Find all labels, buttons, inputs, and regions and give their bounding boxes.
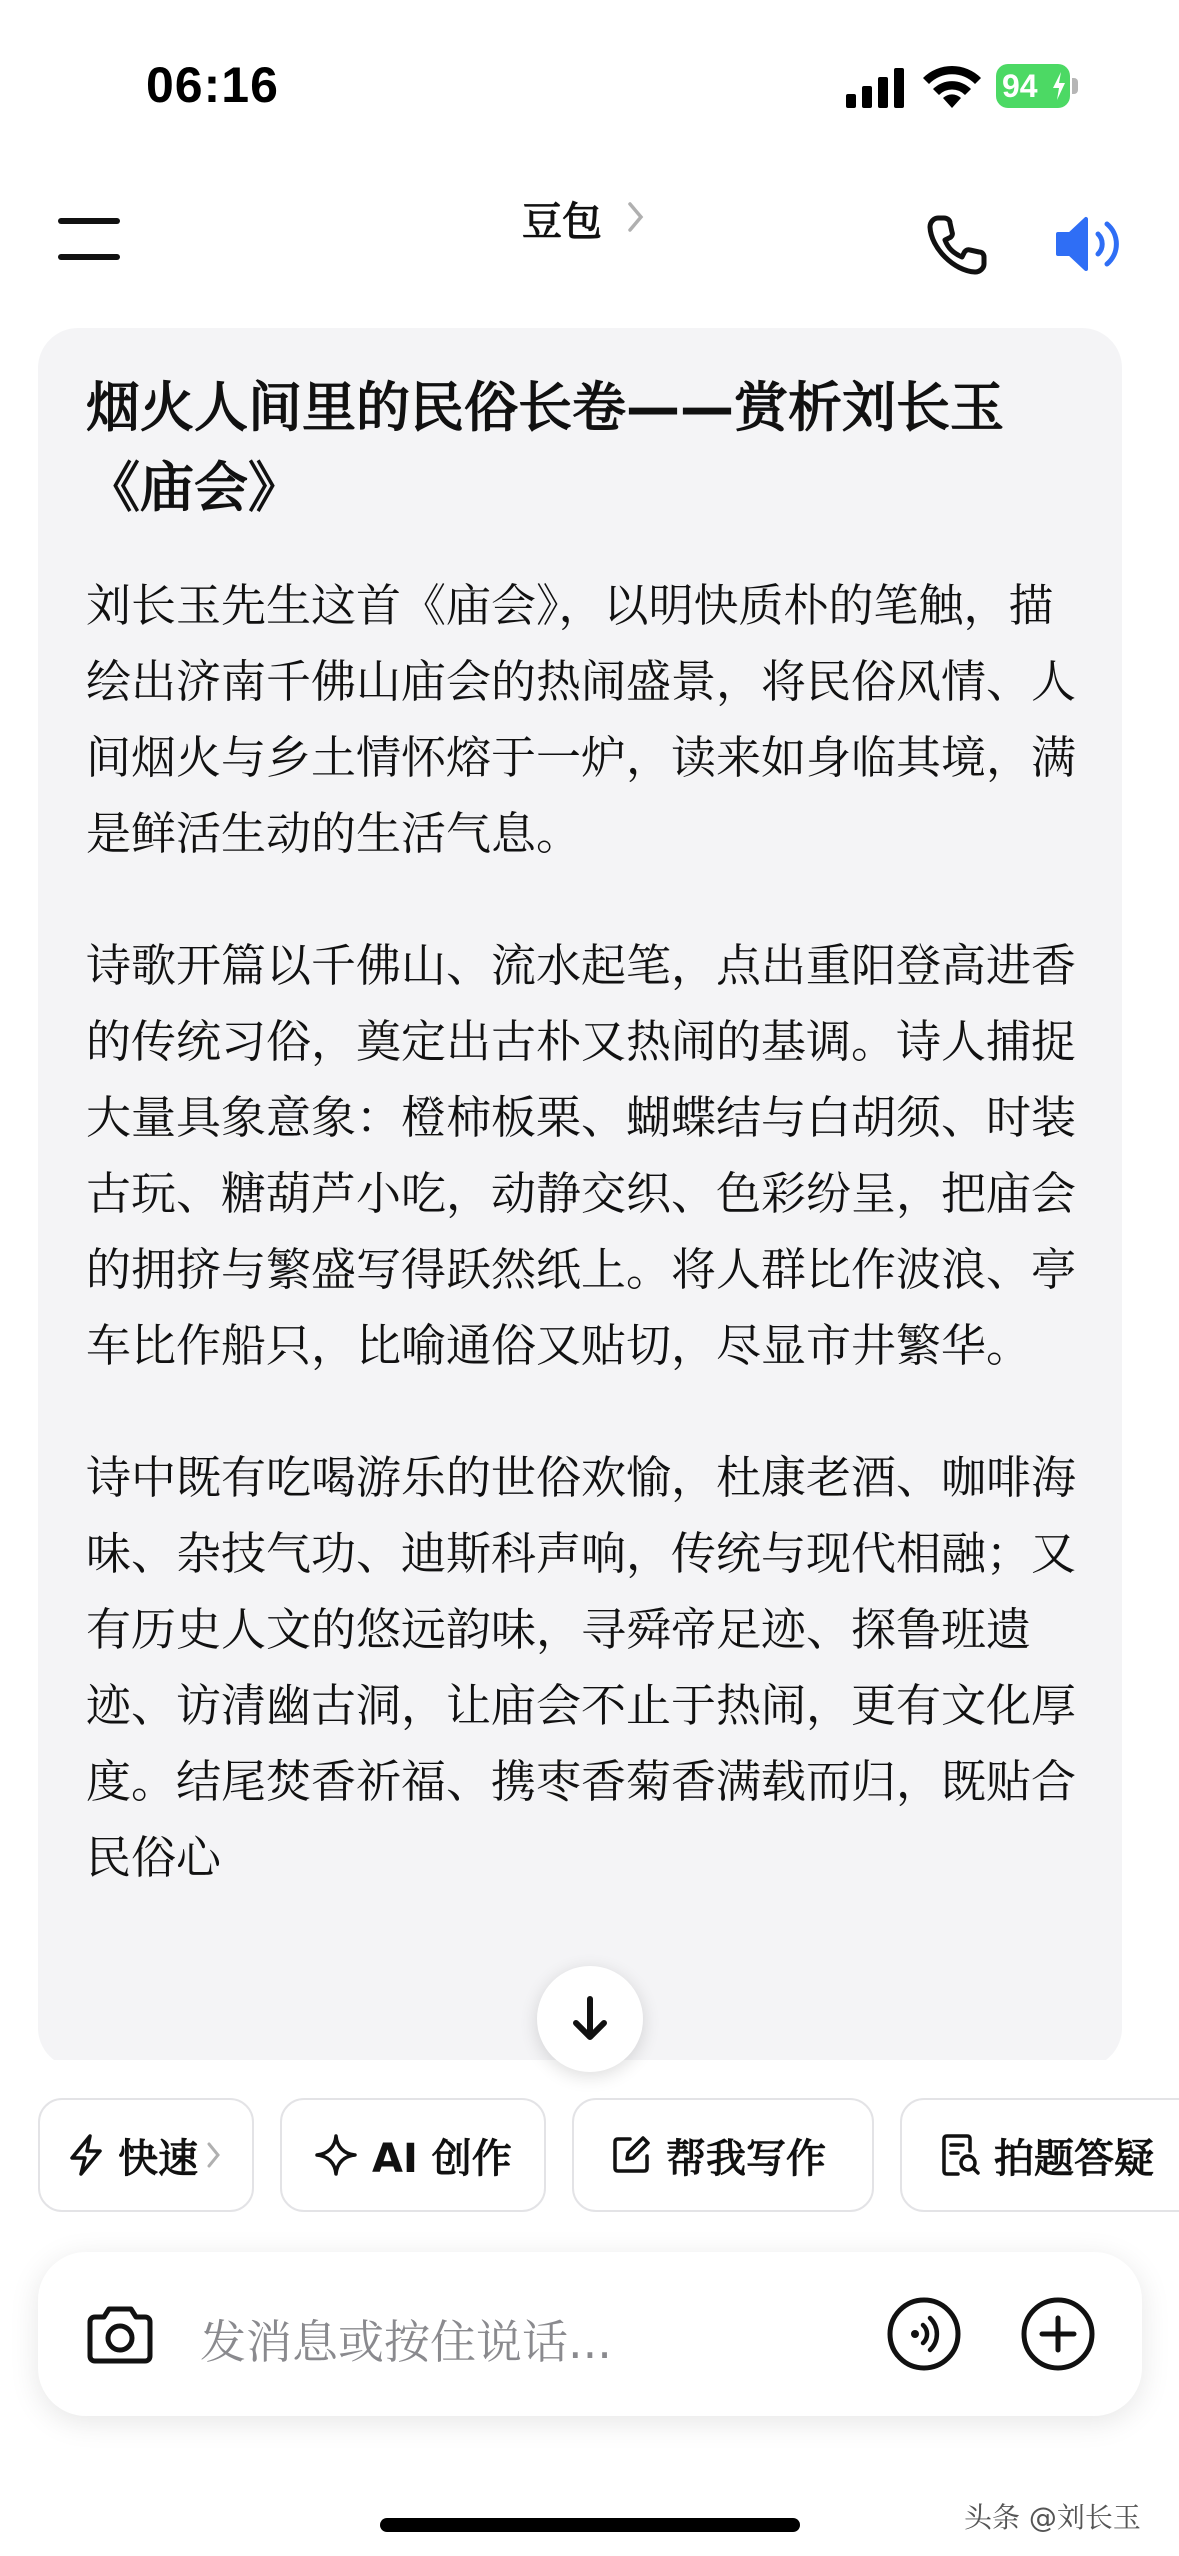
phone-icon[interactable] [924, 212, 990, 278]
message-paragraph: 诗歌开篇以千佛山、流水起笔，点出重阳登高进香的传统习俗，奠定出古朴又热闹的基调。诗人捕捉大量具象意象：橙柿板栗、蝴蝶结与白胡须、时装古玩、糖葫芦小吃，动静交织、色彩纷呈，把庙会的拥挤与繁盛写得跃然纸上。将人群比作波浪、亭车比作船只，比喻通俗又贴切，尽显市井繁华。 [86, 939, 1077, 1372]
voice-call-icon[interactable] [886, 2296, 962, 2372]
watermark: 头条 @刘长玉 [964, 2501, 1141, 2534]
message-title: 烟火人间里的民俗长卷——赏析刘长玉《庙会》 [86, 376, 1004, 519]
assistant-message-card [38, 328, 1122, 2068]
message-input-bar[interactable] [38, 2252, 1142, 2416]
chip-help-write[interactable] [572, 2098, 874, 2212]
message-paragraph: 刘长玉先生这首《庙会》，以明快质朴的笔触，描绘出济南千佛山庙会的热闹盛景，将民俗风情、人间烟火与乡土情怀熔于一炉，读来如身临其境，满是鲜活生动的生活气息。 [86, 579, 1077, 860]
chip-photo-question[interactable] [900, 2098, 1179, 2212]
chip-label: 快速 [118, 2135, 198, 2182]
chevron-right-icon[interactable] [626, 200, 646, 234]
scroll-to-bottom-button[interactable] [537, 1966, 643, 2072]
battery-indicator [996, 64, 1078, 108]
message-input[interactable]: 发消息或按住说话... [200, 2315, 612, 2369]
chip-label: 拍题答疑 [994, 2135, 1154, 2182]
chip-label: 帮我写作 [666, 2135, 826, 2182]
nav-title[interactable]: 豆包 [522, 199, 602, 245]
message-paragraph: 诗中既有吃喝游乐的世俗欢愉，杜康老酒、咖啡海味、杂技气功、迪斯科声响，传统与现代相融；又有历史人文的悠远韵味，寻舜帝足迹、探鲁班遗迹、访清幽古洞，让庙会不止于热闹，更有文化厚度。结尾焚香祈福、携枣香菊香满载而归，既贴合民俗心 [86, 1451, 1077, 1884]
charging-bolt-icon [1052, 72, 1066, 100]
photo-question-icon [940, 2133, 980, 2177]
battery-level [996, 64, 1070, 108]
edit-icon [610, 2134, 652, 2176]
speaker-icon[interactable] [1054, 214, 1124, 274]
chip-ai-create[interactable] [280, 2098, 546, 2212]
plus-icon[interactable] [1020, 2296, 1096, 2372]
battery-tip [1072, 78, 1078, 94]
quick-action-chips [0, 2098, 1179, 2214]
camera-icon[interactable] [84, 2304, 156, 2366]
chevron-right-icon [206, 2140, 222, 2170]
chip-label: AI 创作 [372, 2135, 512, 2182]
arrow-down-icon [568, 1995, 612, 2043]
battery-percent: 94 [1002, 68, 1038, 104]
wifi-icon [923, 64, 981, 108]
sparkle-icon [314, 2133, 358, 2177]
status-time: 06:16 [146, 57, 279, 113]
lightning-icon [66, 2133, 106, 2177]
hamburger-menu-icon[interactable] [58, 218, 122, 262]
chip-fast-mode[interactable] [38, 2098, 254, 2212]
cellular-signal-icon [846, 68, 906, 108]
home-indicator[interactable] [380, 2518, 800, 2532]
